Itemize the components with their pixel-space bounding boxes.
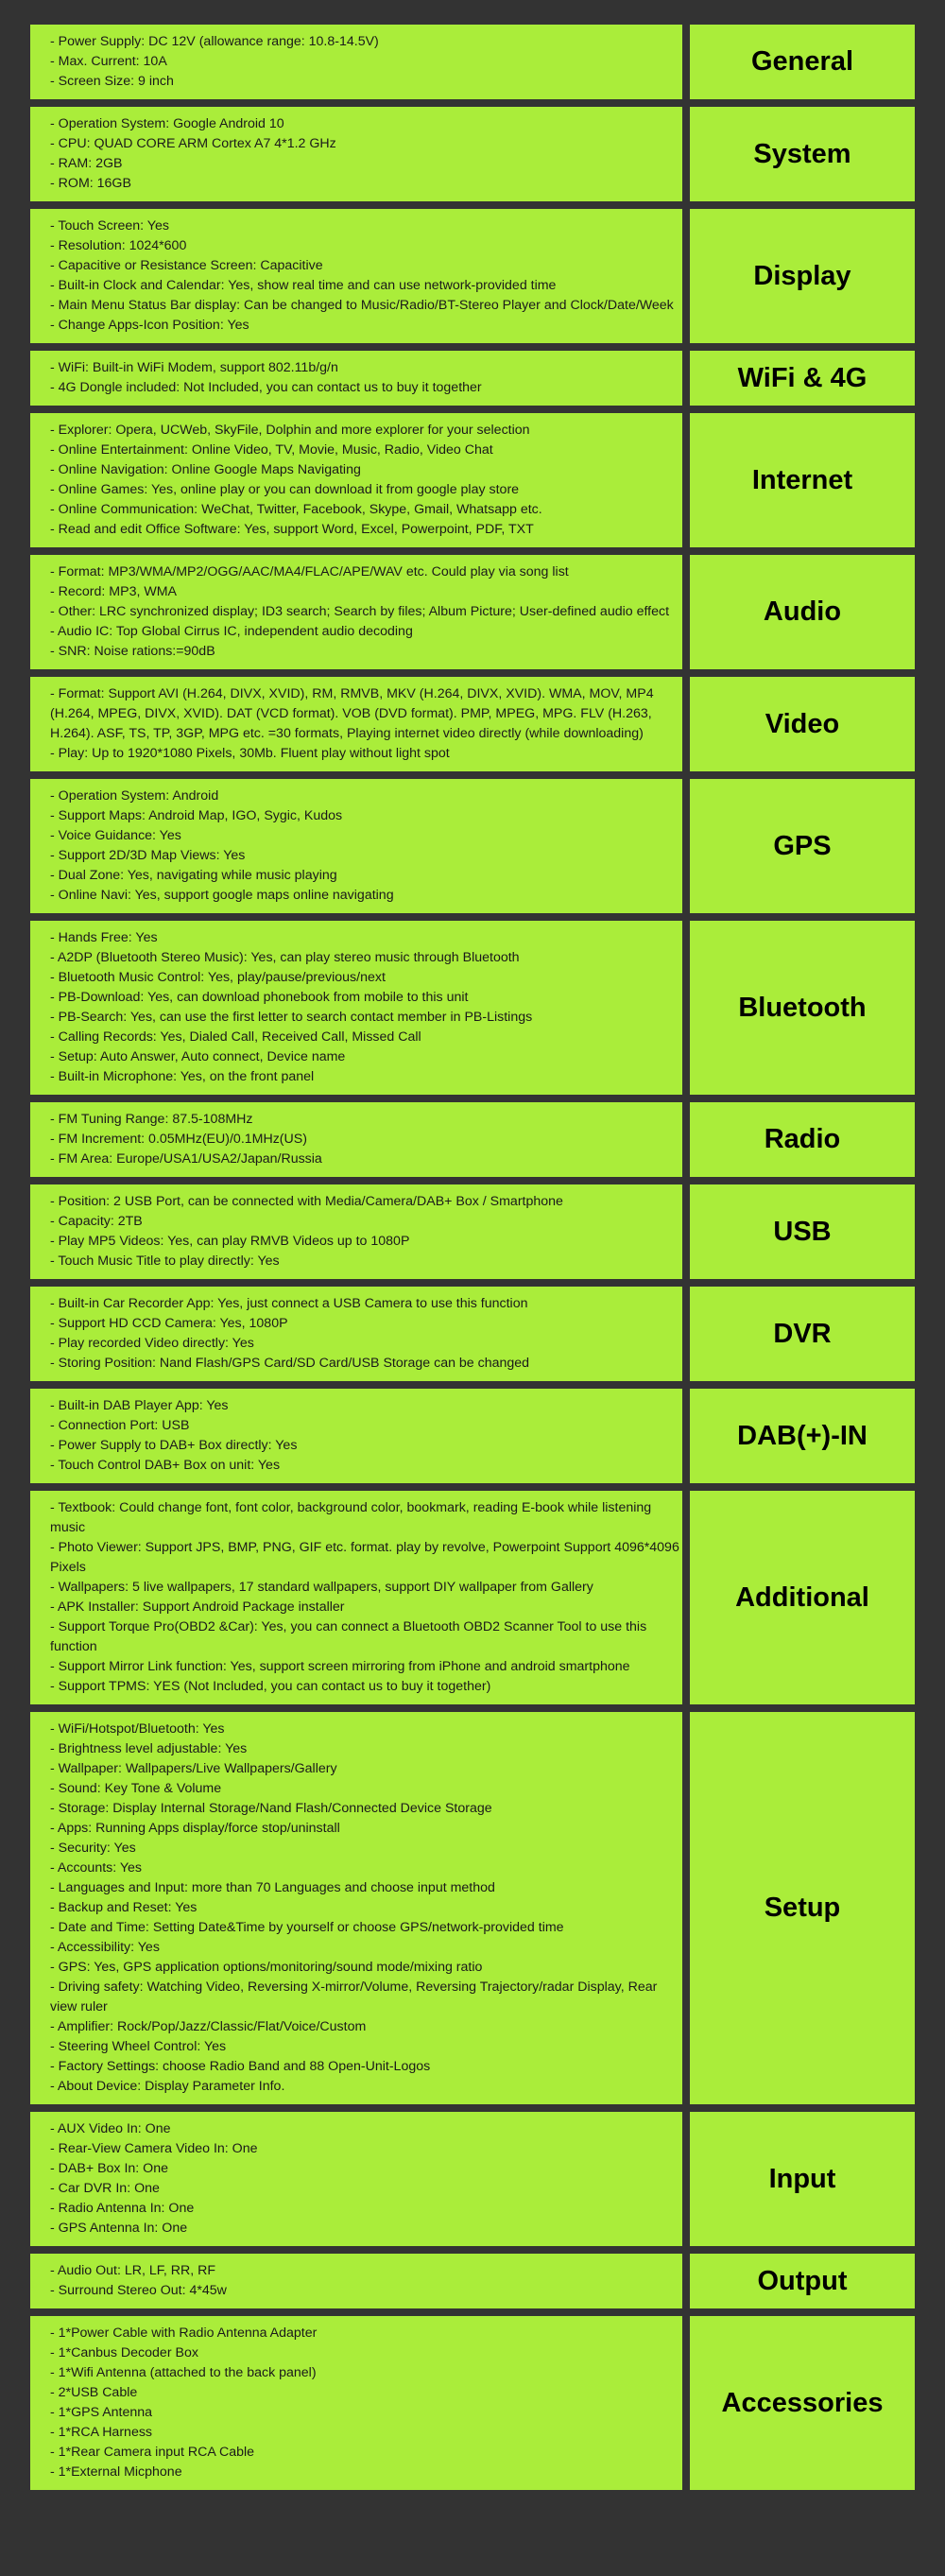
spec-line: - Online Entertainment: Online Video, TV, Movie, Music, Radio, Video Chat	[50, 442, 493, 458]
spec-line: - Play MP5 Videos: Yes, can play RMVB Videos up to 1080P	[50, 1234, 410, 1249]
spec-line: - DAB+ Box In: One	[50, 2161, 168, 2176]
spec-line: - Touch Control DAB+ Box on unit: Yes	[50, 1458, 281, 1473]
spec-line: - Dual Zone: Yes, navigating while music playing	[50, 868, 337, 883]
section-label: DVR	[690, 1287, 915, 1381]
spec-line: - Play: Up to 1920*1080 Pixels, 30Mb. Fluent play without light spot	[50, 746, 450, 761]
spec-row	[30, 25, 915, 99]
spec-row	[30, 107, 915, 201]
spec-row	[30, 555, 915, 669]
spec-line: - A2DP (Bluetooth Stereo Music): Yes, can play stereo music through Bluetooth	[50, 950, 520, 965]
section-label: GPS	[690, 779, 915, 913]
spec-details	[30, 921, 682, 1095]
spec-line: - Main Menu Status Bar display: Can be changed to Music/Radio/BT-Stereo Player and Clock/Date/Week	[50, 298, 674, 313]
spec-line: - Support HD CCD Camera: Yes, 1080P	[50, 1316, 288, 1331]
spec-line: - Radio Antenna In: One	[50, 2201, 195, 2216]
spec-details	[30, 2112, 682, 2246]
spec-line: - Steering Wheel Control: Yes	[50, 2039, 227, 2054]
spec-line: - WiFi: Built-in WiFi Modem, support 802.11b/g/n	[50, 360, 338, 375]
spec-line: - Power Supply: DC 12V (allowance range: 10.8-14.5V)	[50, 34, 379, 49]
spec-row	[30, 2254, 915, 2308]
spec-details	[30, 209, 682, 343]
spec-line: - Backup and Reset: Yes	[50, 1900, 198, 1915]
spec-line: - Record: MP3, WMA	[50, 584, 178, 599]
section-label: Bluetooth	[690, 921, 915, 1095]
spec-line: - Driving safety: Watching Video, Reversing X-mirror/Volume, Reversing Trajectory/radar Display, Rear view ruler	[50, 1980, 658, 2014]
spec-line: - 4G Dongle included: Not Included, you can contact us to buy it together	[50, 380, 482, 395]
spec-line: - Built-in Clock and Calendar: Yes, show real time and can use network-provided time	[50, 278, 557, 293]
spec-line: - Hands Free: Yes	[50, 930, 158, 945]
section-label: Input	[690, 2112, 915, 2246]
spec-line: - Factory Settings: choose Radio Band and 88 Open-Unit-Logos	[50, 2059, 431, 2074]
spec-line: - 1*Wifi Antenna (attached to the back panel)	[50, 2365, 317, 2380]
spec-line: - Calling Records: Yes, Dialed Call, Received Call, Missed Call	[50, 1029, 421, 1045]
section-label: General	[690, 25, 915, 99]
spec-line: - Surround Stereo Out: 4*45w	[50, 2283, 227, 2298]
spec-line: - Setup: Auto Answer, Auto connect, Device name	[50, 1049, 346, 1064]
spec-line: - Touch Screen: Yes	[50, 218, 169, 233]
spec-line: - Online Communication: WeChat, Twitter, Facebook, Skype, Gmail, Whatsapp etc.	[50, 502, 542, 517]
spec-line: - Storage: Display Internal Storage/Nand Flash/Connected Device Storage	[50, 1801, 492, 1816]
spec-line: - Support TPMS: YES (Not Included, you can contact us to buy it together)	[50, 1679, 491, 1694]
spec-line: - Wallpapers: 5 live wallpapers, 17 standard wallpapers, support DIY wallpaper from Gallery	[50, 1580, 593, 1595]
spec-line: - Power Supply to DAB+ Box directly: Yes	[50, 1438, 298, 1453]
spec-line: - Resolution: 1024*600	[50, 238, 187, 253]
spec-line: - ROM: 16GB	[50, 176, 131, 191]
spec-line: - Online Navigation: Online Google Maps Navigating	[50, 462, 361, 477]
spec-line: - Amplifier: Rock/Pop/Jazz/Classic/Flat/Voice/Custom	[50, 2019, 367, 2034]
spec-row	[30, 2112, 915, 2246]
section-label: Accessories	[690, 2316, 915, 2490]
spec-line: - Online Games: Yes, online play or you can download it from google play store	[50, 482, 520, 497]
spec-line: - Operation System: Google Android 10	[50, 116, 284, 131]
spec-line: - Audio IC: Top Global Cirrus IC, independent audio decoding	[50, 624, 413, 639]
spec-line: - Support Mirror Link function: Yes, support screen mirroring from iPhone and android smartphone	[50, 1659, 630, 1674]
section-label: Video	[690, 677, 915, 771]
spec-line: - PB-Search: Yes, can use the first letter to search contact member in PB-Listings	[50, 1010, 533, 1025]
spec-line: - Change Apps-Icon Position: Yes	[50, 318, 249, 333]
spec-line: - Rear-View Camera Video In: One	[50, 2141, 258, 2156]
spec-row	[30, 1102, 915, 1177]
section-label: Radio	[690, 1102, 915, 1177]
spec-details	[30, 677, 682, 771]
section-label: USB	[690, 1184, 915, 1279]
spec-details	[30, 25, 682, 99]
spec-table	[30, 25, 915, 2498]
spec-line: - Security: Yes	[50, 1841, 136, 1856]
section-label: Output	[690, 2254, 915, 2308]
spec-line: - FM Increment: 0.05MHz(EU)/0.1MHz(US)	[50, 1132, 307, 1147]
spec-line: - Online Navi: Yes, support google maps online navigating	[50, 888, 394, 903]
spec-line: - APK Installer: Support Android Package installer	[50, 1599, 345, 1615]
spec-line: - 1*Power Cable with Radio Antenna Adapter	[50, 2325, 318, 2341]
spec-details	[30, 1287, 682, 1381]
spec-row	[30, 1287, 915, 1381]
section-label: Additional	[690, 1491, 915, 1704]
spec-line: - Built-in DAB Player App: Yes	[50, 1398, 229, 1413]
section-label: System	[690, 107, 915, 201]
spec-line: - Read and edit Office Software: Yes, support Word, Excel, Powerpoint, PDF, TXT	[50, 522, 534, 537]
spec-row	[30, 413, 915, 547]
spec-line: - 1*GPS Antenna	[50, 2405, 153, 2420]
spec-line: - FM Area: Europe/USA1/USA2/Japan/Russia	[50, 1151, 322, 1167]
spec-line: - Car DVR In: One	[50, 2181, 160, 2196]
spec-details	[30, 779, 682, 913]
section-label: Setup	[690, 1712, 915, 2104]
spec-line: - Format: MP3/WMA/MP2/OGG/AAC/MA4/FLAC/APE/WAV etc. Could play via song list	[50, 564, 569, 579]
spec-line: - Explorer: Opera, UCWeb, SkyFile, Dolphin and more explorer for your selection	[50, 423, 530, 438]
spec-line: - WiFi/Hotspot/Bluetooth: Yes	[50, 1721, 225, 1737]
spec-line: - Audio Out: LR, LF, RR, RF	[50, 2263, 216, 2278]
spec-row	[30, 1712, 915, 2104]
spec-row	[30, 921, 915, 1095]
spec-details	[30, 351, 682, 406]
section-label: WiFi & 4G	[690, 351, 915, 406]
spec-line: - Apps: Running Apps display/force stop/uninstall	[50, 1821, 340, 1836]
spec-details	[30, 107, 682, 201]
spec-line: - Support 2D/3D Map Views: Yes	[50, 848, 246, 863]
spec-details	[30, 555, 682, 669]
spec-details	[30, 1184, 682, 1279]
spec-details	[30, 2254, 682, 2308]
spec-line: - 1*External Micphone	[50, 2464, 182, 2480]
spec-line: - 2*USB Cable	[50, 2385, 138, 2400]
spec-details	[30, 413, 682, 547]
spec-details	[30, 1102, 682, 1177]
spec-line: - Built-in Car Recorder App: Yes, just connect a USB Camera to use this function	[50, 1296, 528, 1311]
spec-row	[30, 2316, 915, 2490]
section-label: Internet	[690, 413, 915, 547]
spec-row	[30, 1389, 915, 1483]
spec-line: - Languages and Input: more than 70 Languages and choose input method	[50, 1880, 495, 1895]
spec-line: - Brightness level adjustable: Yes	[50, 1741, 248, 1756]
spec-row	[30, 209, 915, 343]
section-label: Display	[690, 209, 915, 343]
spec-line: - GPS Antenna In: One	[50, 2221, 188, 2236]
spec-row	[30, 1491, 915, 1704]
spec-line: - Built-in Microphone: Yes, on the front panel	[50, 1069, 315, 1084]
spec-line: - Screen Size: 9 inch	[50, 74, 174, 89]
spec-line: - Touch Music Title to play directly: Yes	[50, 1253, 280, 1269]
spec-line: - Operation System: Android	[50, 788, 219, 804]
spec-line: - RAM: 2GB	[50, 156, 123, 171]
spec-line: - Accessibility: Yes	[50, 1940, 160, 1955]
spec-line: - Connection Port: USB	[50, 1418, 190, 1433]
spec-row	[30, 779, 915, 913]
spec-details	[30, 1389, 682, 1483]
spec-line: - Wallpaper: Wallpapers/Live Wallpapers/Gallery	[50, 1761, 337, 1776]
spec-line: - 1*RCA Harness	[50, 2425, 153, 2440]
spec-line: - SNR: Noise rations:=90dB	[50, 644, 215, 659]
spec-line: - 1*Canbus Decoder Box	[50, 2345, 198, 2360]
spec-line: - About Device: Display Parameter Info.	[50, 2079, 285, 2094]
spec-line: - Storing Position: Nand Flash/GPS Card/SD Card/USB Storage can be changed	[50, 1356, 530, 1371]
spec-details	[30, 2316, 682, 2490]
spec-line: - Date and Time: Setting Date&Time by yourself or choose GPS/network-provided time	[50, 1920, 564, 1935]
spec-line: - Sound: Key Tone & Volume	[50, 1781, 222, 1796]
spec-line: - Capacity: 2TB	[50, 1214, 143, 1229]
spec-line: - Max. Current: 10A	[50, 54, 167, 69]
spec-line: - FM Tuning Range: 87.5-108MHz	[50, 1112, 253, 1127]
spec-line: - Play recorded Video directly: Yes	[50, 1336, 254, 1351]
spec-line: - AUX Video In: One	[50, 2121, 171, 2136]
section-label: Audio	[690, 555, 915, 669]
spec-row	[30, 1184, 915, 1279]
spec-line: - Support Torque Pro(OBD2 &Car): Yes, you can connect a Bluetooth OBD2 Scanner Tool to use this function	[50, 1619, 647, 1654]
spec-line: - Voice Guidance: Yes	[50, 828, 181, 843]
spec-row	[30, 677, 915, 771]
spec-row	[30, 351, 915, 406]
spec-line: - Position: 2 USB Port, can be connected with Media/Camera/DAB+ Box / Smartphone	[50, 1194, 563, 1209]
section-label: DAB(+)-IN	[690, 1389, 915, 1483]
spec-line: - Accounts: Yes	[50, 1860, 143, 1876]
spec-line: - Textbook: Could change font, font color, background color, bookmark, reading E-book while listening music	[50, 1500, 652, 1535]
spec-line: - Format: Support AVI (H.264, DIVX, XVID), RM, RMVB, MKV (H.264, DIVX, XVID). WMA, MOV, MP4 (H.264, MPEG, DIVX, XVID). DAT (VCD format). VOB (DVD format). PMP, MPEG, MPG. FLV (H.263, H.264). ASF, TS, TP, 3GP, MPG etc. =30 formats, Playing internet video directly (while downloading)	[50, 686, 654, 741]
spec-details	[30, 1491, 682, 1704]
spec-line: - Photo Viewer: Support JPS, BMP, PNG, GIF etc. format. play by revolve, Powerpoint Support 4096*4096 Pixels	[50, 1540, 679, 1575]
spec-line: - CPU: QUAD CORE ARM Cortex A7 4*1.2 GHz	[50, 136, 336, 151]
spec-details	[30, 1712, 682, 2104]
spec-line: - Capacitive or Resistance Screen: Capacitive	[50, 258, 323, 273]
spec-line: - GPS: Yes, GPS application options/monitoring/sound mode/mixing ratio	[50, 1960, 483, 1975]
spec-line: - 1*Rear Camera input RCA Cable	[50, 2445, 255, 2460]
spec-line: - Bluetooth Music Control: Yes, play/pause/previous/next	[50, 970, 386, 985]
spec-line: - Other: LRC synchronized display; ID3 search; Search by files; Album Picture; User-defined audio effect	[50, 604, 670, 619]
spec-line: - Support Maps: Android Map, IGO, Sygic, Kudos	[50, 808, 343, 823]
spec-line: - PB-Download: Yes, can download phonebook from mobile to this unit	[50, 990, 469, 1005]
